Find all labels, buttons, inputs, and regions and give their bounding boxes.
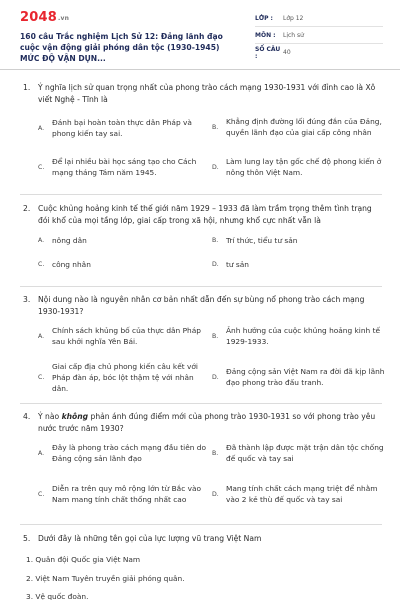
question-3 (20, 294, 385, 414)
question-number: 2. (23, 204, 31, 213)
option-letter: D. (212, 260, 219, 268)
meta-label: MÔN : (255, 31, 276, 39)
option-letter: A. (38, 124, 45, 132)
option-text: Làm lung lay tận gốc chế độ phong kiến ở nông thôn Việt Nam. (226, 157, 382, 177)
question-text: Cuộc khủng hoảng kinh tế thế giới năm 1929 – 1933 đã làm trầm trọng thêm tình trạng đói khổ của mọi tầng lớp, giai cấp trong xã hội, nhưng khổ cực nhất vẫn là (38, 204, 372, 225)
option-text: Đây là phong trào cách mạng đầu tiên do Đảng cộng sản lãnh đạo (52, 443, 207, 463)
option-letter: C. (38, 373, 45, 381)
question-divider (20, 194, 382, 195)
option-letter: A. (38, 236, 45, 244)
meta-row-class (255, 10, 383, 27)
option-a[interactable] (38, 114, 208, 142)
option-letter: C. (38, 490, 45, 498)
question-number: 4. (23, 412, 31, 421)
question-divider (20, 524, 382, 525)
option-letter: A. (38, 332, 45, 340)
meta-value: 40 (283, 49, 291, 56)
question-text-emphasis: không (61, 412, 89, 421)
question-number: 5. (23, 534, 31, 543)
option-text: Mang tính chất cách mạng triệt để nhằm vào 2 kẻ thù đế quốc và tay sai (226, 484, 378, 504)
question-1 (20, 82, 382, 186)
option-text: Diễn ra trên quy mô rộng lớn từ Bắc vào Nam mang tính chất thống nhất cao (52, 484, 202, 504)
logo-main: 2048 (20, 10, 57, 25)
question-divider (20, 403, 382, 404)
option-text: nông dân (52, 235, 87, 245)
meta-label: SỐ CÂU : (255, 45, 281, 60)
question-number: 1. (23, 83, 31, 92)
option-text: tư sản (226, 259, 249, 269)
option-text: Đảng cộng sản Việt Nam ra đời đã kịp lãnh đạo phong trào đấu tranh. (226, 367, 385, 387)
option-letter: B. (212, 236, 219, 244)
question-text: Ý nghĩa lịch sử quan trọng nhất của phong trào cách mạng 1930-1931 với đỉnh cao là Xô viết Nghệ - Tĩnh là (38, 83, 376, 104)
option-letter: B. (212, 332, 219, 340)
option-b[interactable] (212, 439, 384, 467)
option-text: Đánh bại hoàn toàn thực dân Pháp và phong kiến tay sai. (52, 118, 192, 138)
meta-row-subject (255, 27, 383, 44)
list-item: 1. Quân đội Quốc gia Việt Nam (26, 555, 141, 564)
option-b[interactable] (212, 233, 384, 247)
option-c[interactable] (38, 358, 208, 396)
question-5 (20, 533, 382, 545)
site-logo[interactable] (20, 10, 69, 25)
question-text-after: phản ánh đúng điểm mới của phong trào 1930-1931 so với phong trào yêu nước trước năm 1930? (38, 412, 376, 433)
option-a[interactable] (38, 322, 208, 350)
option-b[interactable] (212, 109, 384, 145)
option-text: Trí thức, tiểu tư sản (226, 235, 298, 245)
option-text: Chính sách khủng bố của thực dân Pháp sau khởi nghĩa Yên Bái. (52, 326, 201, 346)
question-text (38, 411, 382, 435)
option-letter: D. (212, 163, 219, 171)
option-letter: B. (212, 123, 219, 131)
meta-value: Lịch sử (283, 31, 304, 39)
option-text: Đã thành lập được mặt trận dân tộc chống đế quốc và tay sai (226, 443, 384, 463)
list-item: 2. Việt Nam Tuyên truyền giải phóng quân. (26, 574, 185, 583)
option-text: Giai cấp địa chủ phong kiến câu kết với Pháp đàn áp, bóc lột thậm tệ với nhân dân. (52, 361, 198, 393)
option-c[interactable] (38, 257, 208, 271)
header (0, 0, 400, 70)
option-d[interactable] (212, 154, 384, 180)
question-divider (20, 286, 382, 287)
question-text: Dưới đây là những tên gọi của lực lượng vũ trang Việt Nam (38, 534, 262, 543)
option-text: Khẳng định đường lối đúng đắn của Đảng, quyền lãnh đạo của giai cấp công nhân (226, 117, 382, 137)
option-letter: D. (212, 373, 219, 381)
question-4 (20, 411, 382, 519)
list-item: 3. Vệ quốc đoàn. (26, 592, 89, 600)
option-text: Để lại nhiều bài học sáng tạo cho Cách mạng tháng Tám năm 1945. (52, 157, 197, 177)
meta-value: Lớp 12 (283, 14, 304, 22)
option-c[interactable] (38, 475, 208, 513)
logo-suffix: .vn (57, 15, 70, 22)
option-letter: A. (38, 449, 45, 457)
option-d[interactable] (212, 257, 384, 271)
question-number: 3. (23, 295, 31, 304)
meta-label: LỚP : (255, 14, 273, 22)
option-b[interactable] (212, 322, 384, 350)
option-letter: D. (212, 490, 219, 498)
question-2 (20, 203, 382, 281)
option-text: công nhân (52, 259, 91, 269)
question-text: Nội dung nào là nguyên nhân cơ bản nhất dẫn đến sự bùng nổ phong trào cách mạng 1930-1931? (38, 295, 365, 316)
option-a[interactable] (38, 233, 208, 247)
meta-info (255, 10, 383, 61)
option-d[interactable] (212, 363, 388, 391)
option-letter: C. (38, 260, 45, 268)
page-title: 160 câu Trắc nghiệm Lịch Sử 12: Đảng lãnh đạo cuộc vận động giải phóng dân tộc (1930-1945) MỨC ĐỘ VẬN DỤN... (20, 32, 223, 63)
meta-row-count (255, 44, 383, 61)
option-d[interactable] (212, 475, 384, 513)
option-letter: B. (212, 449, 219, 457)
question-text-before: Ý nào (38, 412, 62, 421)
option-c[interactable] (38, 154, 208, 180)
option-letter: C. (38, 163, 45, 171)
option-text: Ảnh hưởng của cuộc khủng hoảng kinh tế 1929-1933. (226, 326, 381, 346)
option-a[interactable] (38, 439, 208, 467)
